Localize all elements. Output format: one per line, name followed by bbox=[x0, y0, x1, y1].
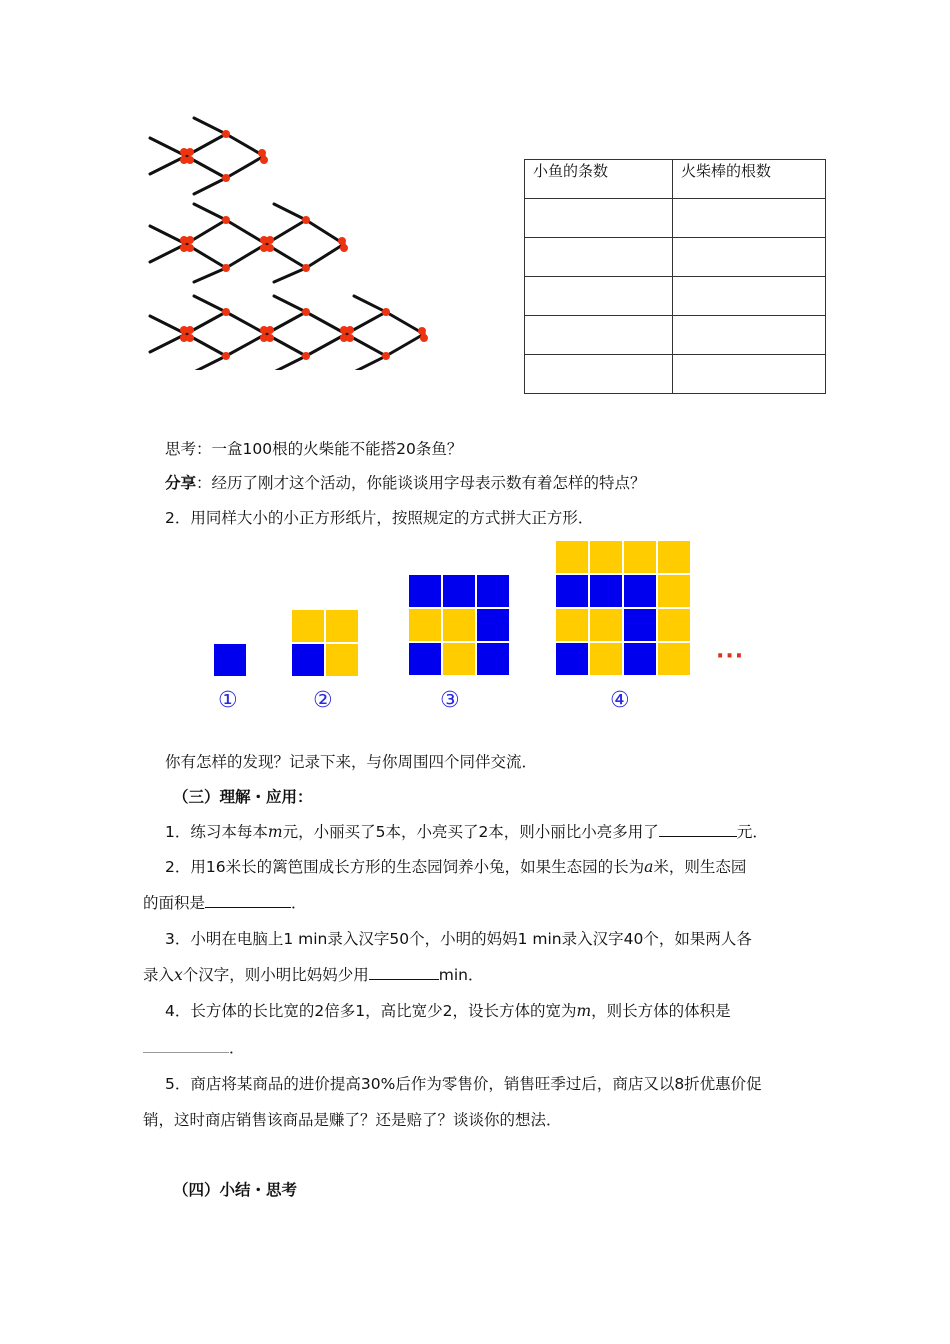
q1-variable: m bbox=[267, 823, 283, 841]
section-3-heading: （三）理解・应用： bbox=[173, 788, 313, 806]
figure-label: ④ bbox=[610, 688, 630, 713]
table-header-cell: 火柴棒的根数 bbox=[673, 160, 826, 199]
question-3-line-2 bbox=[143, 963, 484, 985]
table-row bbox=[525, 238, 826, 277]
share-label: 分享 bbox=[165, 474, 197, 492]
table-cell bbox=[525, 355, 673, 394]
question-5-line-1: 5．商店将某商品的进价提高30%后作为零售价，销售旺季过后，商店又以8折优惠价促 bbox=[165, 1075, 762, 1093]
q1-text-b: 元，小丽买了5本，小亮买了2本，则小丽比小亮多用了 bbox=[282, 823, 659, 841]
table-header-row bbox=[525, 160, 826, 199]
continuation-ellipsis: ··· bbox=[716, 644, 745, 669]
table-cell bbox=[673, 355, 826, 394]
q2-text-a: 2．用16米长的篱笆围成长方形的生态园饲养小兔，如果生态园的长为 bbox=[165, 858, 645, 876]
question-3-line-1: 3．小明在电脑上1 min录入汉字50个，小明的妈妈1 min录入汉字40个，如果两人各 bbox=[165, 930, 752, 948]
q4-variable: m bbox=[576, 1002, 592, 1020]
q3-variable: x bbox=[174, 966, 183, 984]
answer-blank bbox=[205, 893, 291, 908]
table-row bbox=[525, 199, 826, 238]
matchstick-fish-figure bbox=[140, 110, 440, 370]
think-text: 一盒100根的火柴能不能搭20条鱼？ bbox=[211, 440, 463, 458]
share-text: ：经历了刚才这个活动，你能谈谈用字母表示数有着怎样的特点？ bbox=[196, 474, 646, 492]
q1-text-a: 1．练习本每本 bbox=[165, 823, 268, 841]
item-2-text: 2．用同样大小的小正方形纸片，按照规定的方式拼大正方形． bbox=[165, 509, 594, 527]
discover-text: 你有怎样的发现？记录下来，与你周围四个同伴交流． bbox=[165, 753, 538, 771]
q2-variable: a bbox=[644, 858, 654, 876]
figure-label: ① bbox=[218, 688, 238, 713]
fish-matchstick-table bbox=[524, 159, 826, 394]
answer-blank bbox=[369, 965, 439, 980]
question-1 bbox=[165, 820, 768, 842]
table-cell bbox=[673, 199, 826, 238]
table-cell bbox=[525, 199, 673, 238]
q4-text-c: ． bbox=[229, 1039, 245, 1057]
think-label: 思考： bbox=[165, 440, 212, 458]
question-2-line-1 bbox=[165, 855, 746, 877]
table-row bbox=[525, 316, 826, 355]
figure-label: ③ bbox=[440, 688, 460, 713]
table-cell bbox=[673, 316, 826, 355]
table-cell bbox=[673, 277, 826, 316]
q3-text-b: 录入 bbox=[143, 966, 175, 984]
table-row bbox=[525, 355, 826, 394]
question-5-line-2: 销，这时商店销售该商品是赚了？还是赔了？谈谈你的想法． bbox=[143, 1111, 562, 1129]
share-paragraph bbox=[165, 471, 646, 493]
answer-blank bbox=[143, 1038, 229, 1053]
q1-text-c: 元． bbox=[736, 823, 768, 841]
answer-blank bbox=[659, 822, 737, 837]
table-cell bbox=[673, 238, 826, 277]
table-header-cell: 小鱼的条数 bbox=[525, 160, 673, 199]
q4-text-b: ，则长方体的体积是 bbox=[591, 1002, 731, 1020]
table-cell bbox=[525, 277, 673, 316]
q2-text-b: 米，则生态园 bbox=[653, 858, 747, 876]
table-cell bbox=[525, 316, 673, 355]
figure-label: ② bbox=[313, 688, 333, 713]
q3-text-c: 个汉字，则小明比妈妈少用 bbox=[182, 966, 369, 984]
q4-text-a: 4．长方体的长比宽的2倍多1，高比宽少2，设长方体的宽为 bbox=[165, 1002, 577, 1020]
think-paragraph bbox=[165, 437, 462, 459]
question-4-line-2 bbox=[143, 1036, 245, 1058]
table-cell bbox=[525, 238, 673, 277]
question-2-line-2 bbox=[143, 891, 307, 913]
section-4-heading: （四）小结・思考 bbox=[173, 1181, 298, 1199]
question-4 bbox=[165, 999, 731, 1021]
q2-text-c: 的面积是 bbox=[143, 894, 206, 912]
q3-text-d: min． bbox=[438, 966, 484, 984]
table-row bbox=[525, 277, 826, 316]
q2-text-d: ． bbox=[291, 894, 307, 912]
